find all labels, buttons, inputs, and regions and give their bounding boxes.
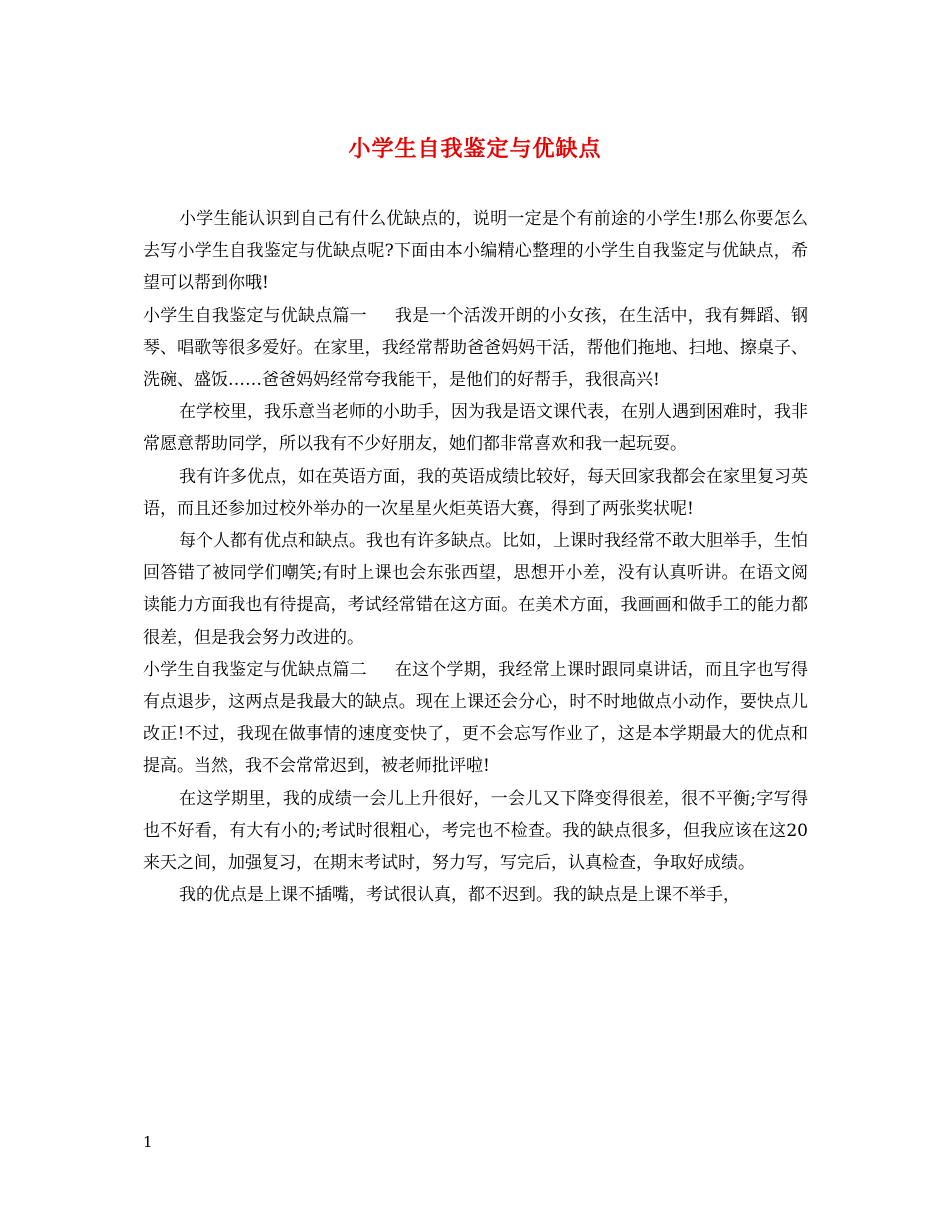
- merits-paragraph: 我有许多优点，如在英语方面，我的英语成绩比较好，每天回家我都会在家里复习英语，而且还参加过校外举办的一次星星火炬英语大赛，得到了两张奖状呢!: [143, 466, 808, 519]
- section-one-text: 我是一个活泼开朗的小女孩，在生活中，我有舞蹈、钢琴、唱歌等很多爱好。在家里，我经常帮助爸爸妈妈干活，帮他们拖地、扫地、擦桌子、洗碗、盛饭……爸爸妈妈经常夸我能干，是他们的好帮手，我很高兴!: [143, 305, 809, 391]
- page-number: 1: [143, 1133, 153, 1151]
- section-two-paragraph: [143, 654, 808, 783]
- section-one-paragraph: [143, 300, 808, 397]
- section-one-heading: 小学生自我鉴定与优缺点篇一: [143, 305, 367, 326]
- section-two-heading: 小学生自我鉴定与优缺点篇二: [143, 659, 367, 680]
- flaws-paragraph: 每个人都有优点和缺点。我也有许多缺点。比如，上课时我经常不敢大胆举手，生怕回答错了被同学们嘲笑;有时上课也会东张西望，思想开小差，没有认真听讲。在语文阅读能力方面我也有待提高，考试经常错在这方面。在美术方面，我画画和做手工的能力都很差，但是我会努力改进的。: [143, 531, 808, 648]
- document-body: [143, 203, 808, 911]
- section-two-text: 在这个学期，我经常上课时跟同桌讲话，而且字也写得有点退步，这两点是我最大的缺点。现在上课还会分心，时不时地做点小动作，要快点儿改正!不过，我现在做事情的速度变快了，更不会忘写作业了，这是本学期最大的优点和提高。当然，我不会常常迟到，被老师批评啦!: [143, 659, 809, 777]
- last-paragraph: 我的优点是上课不插嘴，考试很认真，都不迟到。我的缺点是上课不举手，: [179, 885, 740, 906]
- term-paragraph: 在这学期里，我的成绩一会儿上升很好，一会儿又下降变得很差，很不平衡;字写得也不好看，有大有小的;考试时很粗心，考完也不检查。我的缺点很多，但我应该在这20来天之间，加强复习，在期末考试时，努力写，写完后，认真检查，争取好成绩。: [143, 788, 808, 874]
- intro-paragraph: 小学生能认识到自己有什么优缺点的，说明一定是个有前途的小学生!那么你要怎么去写小学生自我鉴定与优缺点呢?下面由本小编精心整理的小学生自我鉴定与优缺点，希望可以帮到你哦!: [143, 209, 808, 294]
- school-paragraph: 在学校里，我乐意当老师的小助手，因为我是语文课代表，在别人遇到困难时，我非常愿意帮助同学，所以我有不少好朋友，她们都非常喜欢和我一起玩耍。: [143, 402, 808, 455]
- page-title: 小学生自我鉴定与优缺点: [348, 136, 602, 162]
